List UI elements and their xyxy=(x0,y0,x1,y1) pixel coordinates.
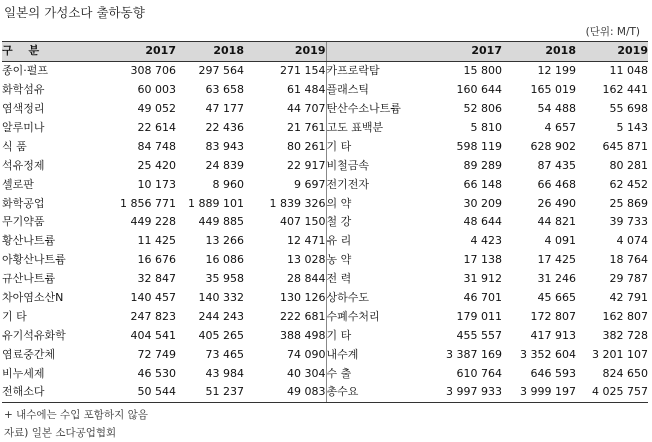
table-row xyxy=(2,175,648,194)
cell-right-2019: 11 048 xyxy=(609,64,648,78)
cell-left-2017: 16 676 xyxy=(137,253,176,267)
table-row xyxy=(2,119,648,138)
unit-label: (단위: M/T) xyxy=(585,26,640,38)
cell-left-2018: 83 943 xyxy=(205,139,244,153)
row-label-left: 염색정리 xyxy=(2,102,45,116)
cell-left-2019: 22 917 xyxy=(287,158,326,172)
cell-right-2019: 62 452 xyxy=(609,177,648,191)
cell-right-2019: 3 201 107 xyxy=(592,347,648,361)
row-label-right: 총수요 xyxy=(326,383,424,402)
cell-right-2019: 18 764 xyxy=(609,253,648,267)
cell-left-2018: 8 960 xyxy=(212,177,244,191)
cell-left-2018: 35 958 xyxy=(205,272,244,286)
cell-left-2017: 22 614 xyxy=(137,121,176,134)
cell-right-2017: 5 810 xyxy=(470,121,502,134)
cell-left-2019: 388 498 xyxy=(280,328,326,342)
header-category-right xyxy=(326,42,424,62)
cell-right-2018: 54 488 xyxy=(537,102,576,116)
cell-right-2019: 162 807 xyxy=(602,309,648,323)
row-label-right: 전기전자 xyxy=(326,175,424,194)
footnote-source: 자료) 일본 소다공업협회 xyxy=(4,427,117,439)
row-label-left: 무기약품 xyxy=(2,215,45,229)
cell-left-2017: 1 856 771 xyxy=(120,196,176,210)
row-label-right: 내수계 xyxy=(326,345,424,364)
cell-left-2017: 32 847 xyxy=(137,272,176,286)
cell-right-2018: 12 199 xyxy=(537,64,576,78)
cell-left-2019: 12 471 xyxy=(287,234,326,248)
cell-right-2018: 172 807 xyxy=(530,309,576,323)
table-row xyxy=(2,100,648,119)
cell-right-2017: 3 387 169 xyxy=(446,347,502,361)
table-row xyxy=(2,194,648,213)
cell-right-2017: 30 209 xyxy=(463,196,502,210)
cell-left-2017: 10 173 xyxy=(137,177,176,191)
cell-left-2018: 22 436 xyxy=(205,121,244,134)
cell-left-2017: 11 425 xyxy=(137,234,176,248)
cell-right-2018: 26 490 xyxy=(537,196,576,210)
cell-left-2019: 130 126 xyxy=(280,291,326,305)
cell-left-2017: 308 706 xyxy=(130,64,176,78)
row-label-right: 상하수도 xyxy=(326,289,424,308)
row-label-left: 종이·펄프 xyxy=(2,64,49,78)
cell-left-2018: 16 086 xyxy=(205,253,244,267)
row-label-left: 아황산나트륨 xyxy=(2,253,66,267)
row-label-right: 탄산수소나트륨 xyxy=(326,100,424,119)
cell-left-2019: 49 083 xyxy=(244,383,326,402)
cell-right-2019: 5 143 xyxy=(616,121,648,134)
row-label-left: 규산나트륨 xyxy=(2,272,56,286)
row-label-right: 유 리 xyxy=(326,232,424,251)
cell-right-2017: 46 701 xyxy=(463,291,502,305)
row-label-right: 농 약 xyxy=(326,251,424,270)
row-label-left: 염료중간체 xyxy=(2,347,56,361)
table-row xyxy=(2,383,648,402)
row-label-left: 셀로판 xyxy=(2,177,34,191)
cell-left-2017: 247 823 xyxy=(130,309,176,323)
cell-left-2018: 1 889 101 xyxy=(188,196,244,210)
shipment-table xyxy=(2,41,648,403)
cell-right-2018: 45 665 xyxy=(537,291,576,305)
cell-right-2018: 87 435 xyxy=(537,158,576,172)
cell-right-2017: 31 912 xyxy=(463,272,502,286)
header-year-2018-right: 2018 xyxy=(502,42,576,62)
cell-left-2018: 47 177 xyxy=(205,102,244,116)
cell-right-2018: 31 246 xyxy=(537,272,576,286)
cell-right-2017: 455 557 xyxy=(456,328,502,342)
row-label-right: 수폐수처리 xyxy=(326,307,424,326)
table-row xyxy=(2,232,648,251)
row-label-right: 철 강 xyxy=(326,213,424,232)
cell-right-2018: 3 352 604 xyxy=(520,347,576,361)
row-label-right: 기 타 xyxy=(326,326,424,345)
row-label-right: 기 타 xyxy=(326,137,424,156)
cell-right-2018: 44 821 xyxy=(537,215,576,229)
cell-right-2019: 824 650 xyxy=(602,366,648,380)
cell-right-2019: 4 074 xyxy=(616,234,648,248)
cell-right-2018: 4 657 xyxy=(544,121,576,134)
cell-left-2019: 44 707 xyxy=(287,102,326,116)
cell-right-2017: 179 011 xyxy=(456,309,502,323)
cell-left-2019: 271 154 xyxy=(280,64,326,78)
cell-left-2019: 21 761 xyxy=(287,121,326,134)
cell-left-2018: 244 243 xyxy=(198,309,244,323)
cell-right-2017: 4 423 xyxy=(470,234,502,248)
cell-right-2017: 598 119 xyxy=(456,139,502,153)
footnote-domestic: + 내수에는 수입 포함하지 않음 xyxy=(4,409,148,421)
cell-left-2018: 449 885 xyxy=(198,215,244,229)
row-label-left: 화학공업 xyxy=(2,196,45,210)
cell-left-2017: 72 749 xyxy=(137,347,176,361)
cell-left-2017: 50 544 xyxy=(106,383,176,402)
row-label-left: 석유정제 xyxy=(2,158,45,172)
header-row xyxy=(2,42,648,62)
cell-left-2018: 51 237 xyxy=(176,383,244,402)
cell-left-2017: 140 457 xyxy=(130,291,176,305)
cell-left-2019: 222 681 xyxy=(280,309,326,323)
table-row xyxy=(2,61,648,80)
row-label-right: 플래스틱 xyxy=(326,81,424,100)
row-label-left: 비누세제 xyxy=(2,366,45,380)
row-label-left: 화학섬유 xyxy=(2,83,45,97)
cell-left-2017: 46 530 xyxy=(137,366,176,380)
table-row xyxy=(2,270,648,289)
row-label-right: 의 약 xyxy=(326,194,424,213)
cell-right-2019: 645 871 xyxy=(602,139,648,153)
cell-left-2017: 60 003 xyxy=(137,83,176,97)
cell-right-2018: 628 902 xyxy=(530,139,576,153)
cell-right-2019: 382 728 xyxy=(602,328,648,342)
cell-right-2019: 25 869 xyxy=(609,196,648,210)
cell-right-2018: 417 913 xyxy=(530,328,576,342)
row-label-right: 카프로락탐 xyxy=(326,61,424,80)
row-label-left: 식 품 xyxy=(2,139,27,153)
cell-right-2019: 162 441 xyxy=(602,83,648,97)
cell-left-2019: 9 697 xyxy=(294,177,326,191)
cell-right-2017: 52 806 xyxy=(463,102,502,116)
cell-right-2018: 17 425 xyxy=(537,253,576,267)
cell-right-2017: 160 644 xyxy=(456,83,502,97)
row-label-left: 기 타 xyxy=(2,309,27,323)
row-label-left: 알루미나 xyxy=(2,121,45,134)
row-label-left: 전해소다 xyxy=(2,383,106,402)
cell-right-2017: 66 148 xyxy=(463,177,502,191)
cell-right-2019: 42 791 xyxy=(609,291,648,305)
footnotes xyxy=(4,406,148,442)
cell-right-2017: 15 800 xyxy=(463,64,502,78)
cell-left-2017: 25 420 xyxy=(137,158,176,172)
table-row xyxy=(2,364,648,383)
table-row xyxy=(2,156,648,175)
row-label-right: 비철금속 xyxy=(326,156,424,175)
cell-left-2019: 61 484 xyxy=(287,83,326,97)
cell-right-2019: 55 698 xyxy=(609,102,648,116)
cell-left-2018: 140 332 xyxy=(198,291,244,305)
table-row xyxy=(2,251,648,270)
cell-left-2017: 449 228 xyxy=(130,215,176,229)
cell-left-2018: 297 564 xyxy=(198,64,244,78)
row-label-left: 차아염소산N xyxy=(2,291,64,305)
cell-right-2017: 48 644 xyxy=(463,215,502,229)
cell-right-2017: 17 138 xyxy=(463,253,502,267)
cell-left-2018: 73 465 xyxy=(205,347,244,361)
cell-left-2017: 84 748 xyxy=(137,139,176,153)
cell-right-2017: 89 289 xyxy=(463,158,502,172)
cell-right-2018: 3 999 197 xyxy=(502,383,576,402)
cell-right-2018: 165 019 xyxy=(530,83,576,97)
row-label-left: 황산나트륨 xyxy=(2,234,56,248)
cell-left-2019: 1 839 326 xyxy=(269,196,326,210)
row-label-right: 수 출 xyxy=(326,364,424,383)
header-year-2018: 2018 xyxy=(176,42,244,62)
cell-left-2018: 43 984 xyxy=(205,366,244,380)
cell-left-2018: 24 839 xyxy=(205,158,244,172)
table-row xyxy=(2,137,648,156)
cell-left-2018: 13 266 xyxy=(205,234,244,248)
cell-right-2019: 80 281 xyxy=(609,158,648,172)
table-row xyxy=(2,289,648,308)
row-label-left: 유기석유화학 xyxy=(2,328,66,342)
cell-left-2019: 13 028 xyxy=(287,253,326,267)
cell-left-2017: 49 052 xyxy=(137,102,176,116)
header-year-2017-right: 2017 xyxy=(424,42,502,62)
cell-right-2018: 66 468 xyxy=(537,177,576,191)
cell-left-2019: 407 150 xyxy=(280,215,326,229)
header-category: 구 분 xyxy=(2,42,106,62)
header-year-2019-right: 2019 xyxy=(576,42,648,62)
cell-right-2017: 610 764 xyxy=(456,366,502,380)
header-year-2017: 2017 xyxy=(106,42,176,62)
cell-right-2018: 4 091 xyxy=(544,234,576,248)
cell-left-2018: 405 265 xyxy=(198,328,244,342)
cell-right-2019: 4 025 757 xyxy=(576,383,648,402)
table-row xyxy=(2,213,648,232)
header-year-2019: 2019 xyxy=(244,42,326,62)
cell-left-2019: 80 261 xyxy=(287,139,326,153)
table-row xyxy=(2,81,648,100)
cell-left-2018: 63 658 xyxy=(205,83,244,97)
cell-left-2019: 74 090 xyxy=(287,347,326,361)
cell-right-2017: 3 997 933 xyxy=(424,383,502,402)
page-title: 일본의 가성소다 출하동향 xyxy=(4,5,145,20)
cell-right-2019: 39 733 xyxy=(609,215,648,229)
cell-right-2018: 646 593 xyxy=(530,366,576,380)
table-row xyxy=(2,326,648,345)
cell-left-2019: 28 844 xyxy=(287,272,326,286)
row-label-right: 고도 표백분 xyxy=(326,119,424,138)
cell-left-2019: 40 304 xyxy=(287,366,326,380)
cell-left-2017: 404 541 xyxy=(130,328,176,342)
table-row xyxy=(2,345,648,364)
cell-right-2019: 29 787 xyxy=(609,272,648,286)
row-label-right: 전 력 xyxy=(326,270,424,289)
table-row xyxy=(2,307,648,326)
